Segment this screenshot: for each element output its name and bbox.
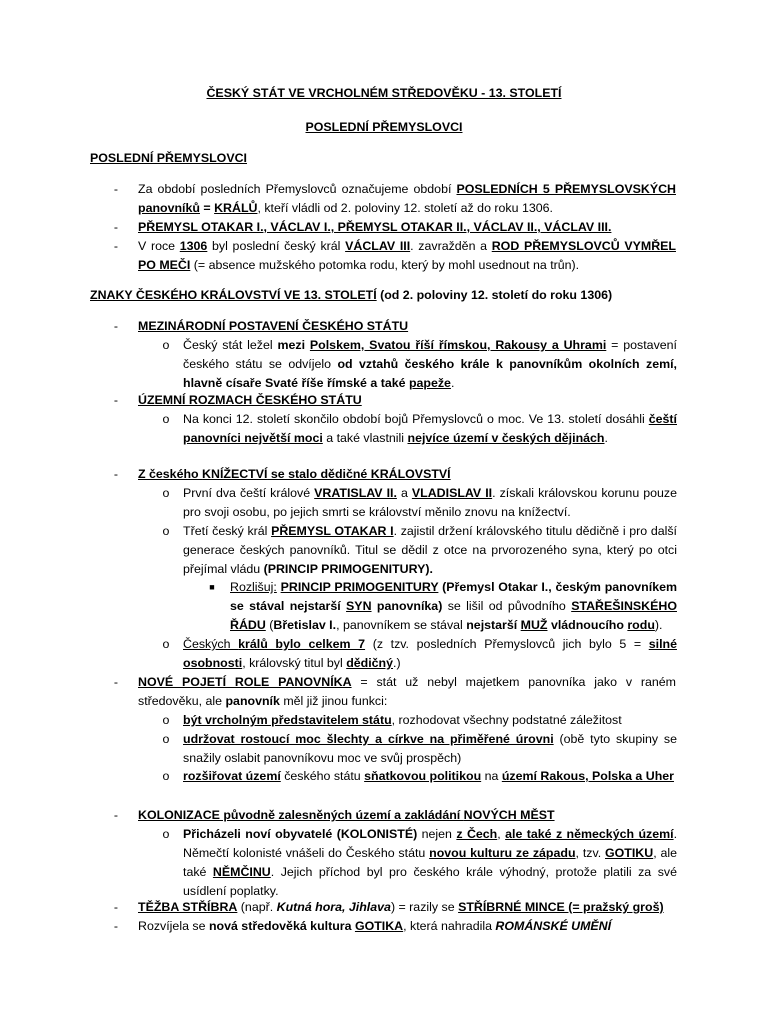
- bullet-period-definition: Za období posledních Přemyslovců označujeme období POSLEDNÍCH 5 PŘEMYSLOVSKÝCH panovníků = KRÁLŮ, kteří vládli od 2. poloviny 12. století až do roku 1306.: [138, 182, 676, 215]
- dash-bullet: -: [113, 919, 119, 933]
- subpoint-primogeniture-distinction: Rozlišuj: PRINCIP PRIMOGENITURY (Přemysl Otakar I., českým panovníkem se stával nejstarší SYN panovníka) se lišil od původního STAŘEŠINSKÉHO ŘÁDU (Břetislav I., panovníkem se stával nejstarší MUŽ vládnoucího rodu).: [230, 580, 677, 632]
- point-heading-territorial-expansion: ÚZEMNÍ ROZMACH ČESKÉHO STÁTU: [138, 393, 362, 407]
- point-heading-hereditary-kingdom: Z českého KNÍŽECTVÍ se stalo dědičné KRÁLOVSTVÍ: [138, 467, 451, 481]
- dash-bullet: -: [113, 220, 119, 234]
- circle-bullet: o: [162, 524, 170, 538]
- subpoint-balance-nobility-church: udržovat rostoucí moc šlechty a církve na přiměřené úrovni (obě tyto skupiny se snažily oslabit panovníkovu moc ve svůj prospěch): [183, 732, 678, 765]
- dash-bullet: -: [113, 182, 119, 196]
- circle-bullet: o: [162, 713, 170, 727]
- subpoint-colonists: Přicházeli noví obyvatelé (KOLONISTÉ) nejen z Čech, ale také z německých území. Němečtí kolonisté vnášeli do Českého státu novou kulturu ze západu, tzv. GOTIKU, ale také NĚMČINU. Jejich příchod byl pro českého krále výhodný, protože platili za své usídlení poplatky.: [183, 827, 678, 898]
- point-silver-mining: TĚŽBA STŘÍBRA (např. Kutná hora, Jihlava) = razily se STŘÍBRNÉ MINCE (= pražský groš): [138, 900, 664, 914]
- square-bullet: ■: [209, 582, 215, 592]
- section-heading-kingdom-signs: ZNAKY ČESKÉHO KRÁLOVSTVÍ VE 13. STOLETÍ (od 2. poloviny 12. století do roku 1306): [90, 288, 613, 302]
- subpoint-first-two-kings: První dva čeští králové VRATISLAV II. a VLADISLAV II. získali královskou korunu pouze pro svoji osobu, po jejich smrti se království měnilo znovu na knížectví.: [183, 486, 678, 519]
- subpoint-number-of-kings: Českých králů bylo celkem 7 (z tzv. posledních Přemyslovců jich bylo 5 = silné osobnosti, královský titul byl dědičný.): [183, 637, 677, 670]
- point-heading-colonization: KOLONIZACE původně zalesněných území a zakládání NOVÝCH MĚST: [138, 808, 555, 822]
- dash-bullet: -: [113, 319, 119, 333]
- dash-bullet: -: [113, 239, 119, 253]
- section-heading-last-premyslids: POSLEDNÍ PŘEMYSLOVCI: [90, 151, 247, 165]
- circle-bullet: o: [162, 769, 170, 783]
- bullet-year-1306: V roce 1306 byl poslední český král VÁCLAV III. zavražděn a ROD PŘEMYSLOVCŮ VYMŘEL PO MEČI (= absence mužského potomka rodu, který by mohl usednout na trůn).: [138, 239, 676, 272]
- bullet-ruler-list: PŘEMYSL OTAKAR I., VÁCLAV I., PŘEMYSL OTAKAR II., VÁCLAV II., VÁCLAV III.: [138, 220, 612, 234]
- subpoint-international-position: Český stát ležel mezi Polskem, Svatou říší římskou, Rakousy a Uhrami = postavení českého státu se odvíjelo od vztahů českého krále k panovníkům okolních zemí, hlavně císaře Svaté říše římské a také papeže.: [183, 338, 677, 390]
- subpoint-supreme-representative: být vrcholným představitelem státu, rozhodovat všechny podstatné záležitost: [183, 713, 622, 727]
- subpoint-territorial-expansion: Na konci 12. století skončilo období bojů Přemyslovců o moc. Ve 13. století dosáhli čeští panovníci největší moci a také vlastnili nejvíce území v českých dějinách.: [183, 412, 677, 445]
- circle-bullet: o: [162, 827, 170, 841]
- dash-bullet: -: [113, 900, 119, 914]
- point-gothic-culture: Rozvíjela se nová středověká kultura GOTIKA, která nahradila ROMÁNSKÉ UMĚNÍ: [138, 919, 612, 933]
- circle-bullet: o: [162, 637, 170, 651]
- dash-bullet: -: [113, 467, 119, 481]
- document-subtitle: POSLEDNÍ PŘEMYSLOVCI: [305, 120, 463, 134]
- document-title: ČESKÝ STÁT VE VRCHOLNÉM STŘEDOVĚKU - 13. STOLETÍ: [206, 86, 562, 100]
- circle-bullet: o: [162, 732, 170, 746]
- point-heading-international-position: MEZINÁRODNÍ POSTAVENÍ ČESKÉHO STÁTU: [138, 319, 409, 333]
- subpoint-expand-territory: rozšiřovat území českého státu sňatkovou politikou na území Rakous, Polska a Uher: [183, 769, 674, 783]
- dash-bullet: -: [113, 808, 119, 822]
- circle-bullet: o: [162, 338, 170, 352]
- point-new-ruler-role: NOVÉ POJETÍ ROLE PANOVNÍKA = stát už nebyl majetkem panovníka jako v raném středověku, ale panovník měl již jinou funkci:: [138, 675, 676, 708]
- circle-bullet: o: [162, 412, 170, 426]
- subpoint-third-king: Třetí český král PŘEMYSL OTAKAR I. zajistil držení královského titulu dědičně i pro další generace českých panovníků. Titul se dědil z otce na prvorozeného syna, který po otci přejímal vládu (PRINCIP PRIMOGENITURY).: [183, 524, 677, 576]
- circle-bullet: o: [162, 486, 170, 500]
- dash-bullet: -: [113, 675, 119, 689]
- dash-bullet: -: [113, 393, 119, 407]
